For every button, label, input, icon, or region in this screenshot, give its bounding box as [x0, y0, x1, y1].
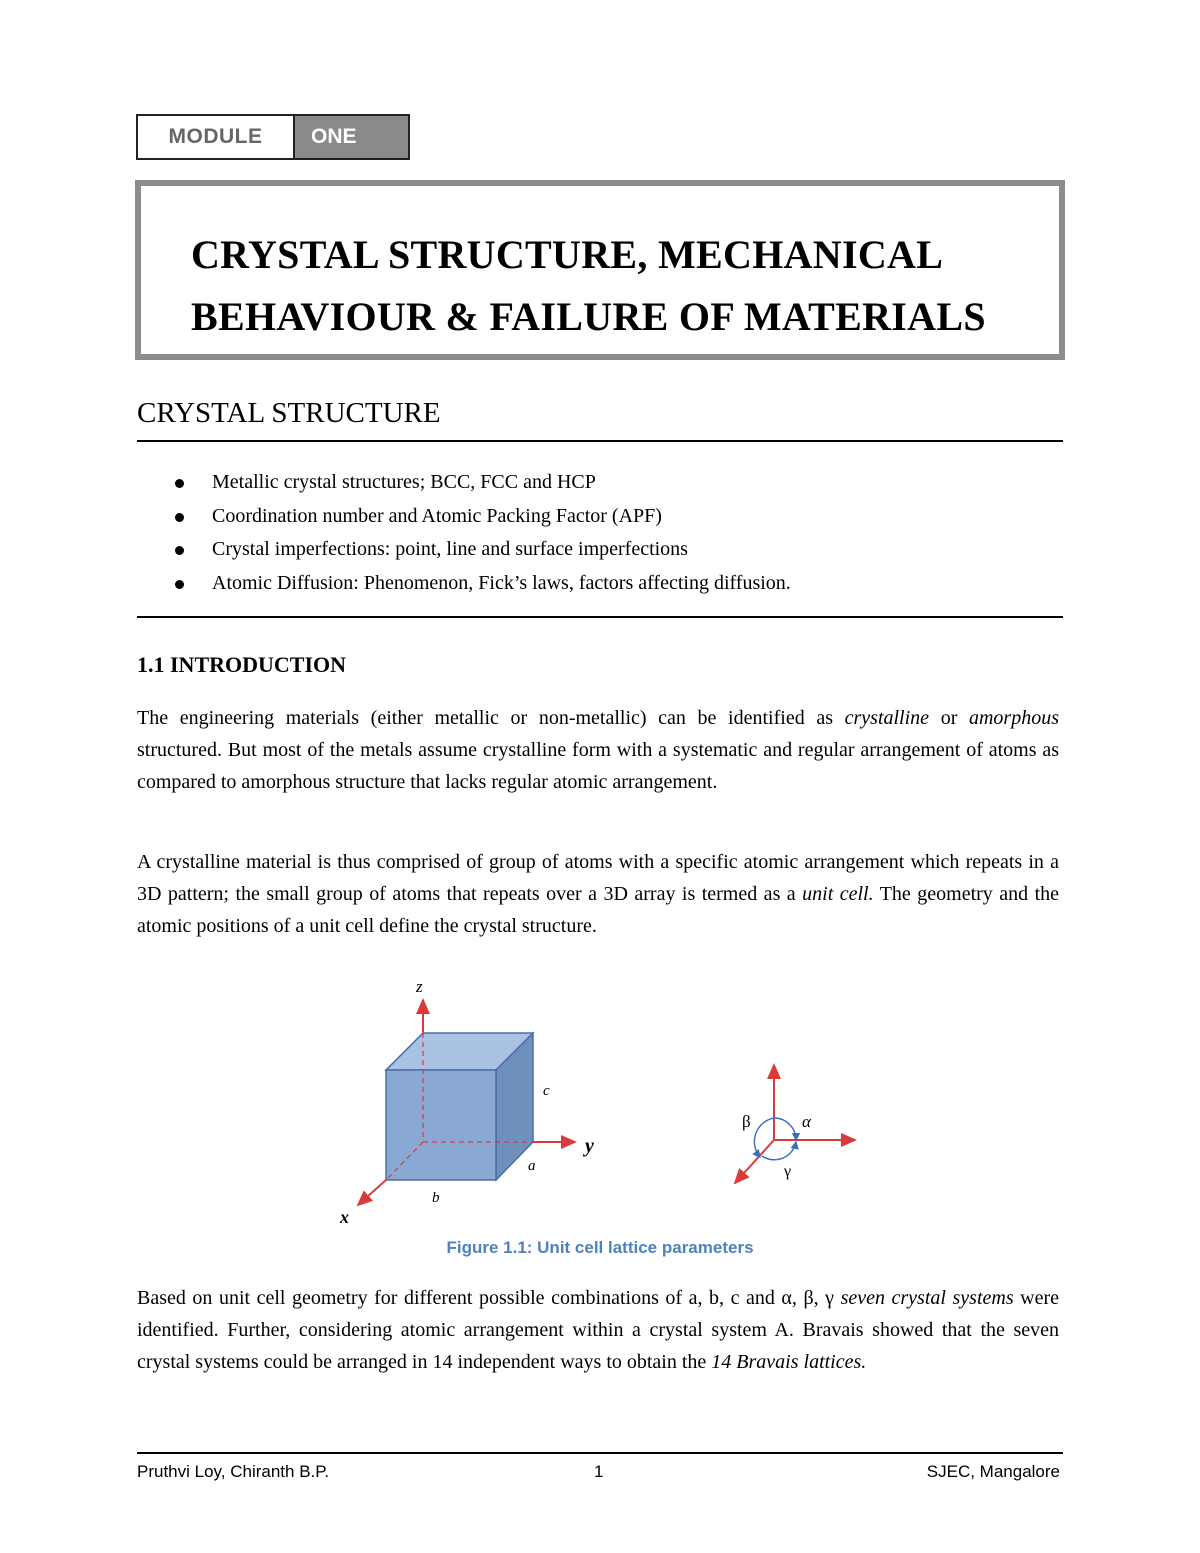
footer-rule	[137, 1452, 1063, 1454]
footer-authors: Pruthvi Loy, Chiranth B.P.	[137, 1462, 330, 1481]
term-seven-crystal-systems: seven crystal systems	[840, 1287, 1014, 1309]
x-axis	[358, 1180, 386, 1205]
section-rule-bottom	[137, 616, 1063, 618]
z-label: z	[416, 977, 423, 996]
chapter-title-line-1: CRYSTAL STRUCTURE, MECHANICAL	[191, 232, 944, 277]
list-item: Crystal imperfections: point, line and surface imperfections	[172, 533, 791, 567]
y-label: y	[585, 1135, 594, 1157]
list-item: Atomic Diffusion: Phenomenon, Fick’s laws, factors affecting diffusion.	[172, 567, 791, 601]
paragraph-1: The engineering materials (either metallic or non-metallic) can be identified as crystalline or amorphous structured. But most of the metals assume crystalline form with a systematic and regular arrangement of atoms as compared to amorphous structure that lacks regular atomic arrangement.	[137, 707, 1059, 793]
angle-diagram	[735, 1065, 855, 1183]
section-heading: CRYSTAL STRUCTURE	[137, 397, 441, 429]
b-label: b	[432, 1190, 440, 1206]
a-label: a	[528, 1158, 536, 1174]
footer-institution: SJEC, Mangalore	[926, 1462, 1060, 1481]
page-number: 1	[594, 1462, 604, 1481]
module-label: MODULE	[138, 116, 295, 158]
paragraph-2: A crystalline material is thus comprised of group of atoms with a specific atomic arrangement which repeats in a 3D pattern; the small group of atoms that repeats over a 3D array is termed as a unit cell. The geometry and the atomic positions of a unit cell define the crystal structure.	[137, 851, 1060, 937]
term-unit-cell: unit cell.	[802, 883, 874, 905]
figure-caption: Figure 1.1: Unit cell lattice parameters	[446, 1238, 754, 1257]
chapter-title	[191, 224, 986, 348]
list-item: Coordination number and Atomic Packing Factor (APF)	[172, 500, 791, 534]
module-number: ONE	[295, 116, 408, 158]
term-14-bravais-lattices: 14 Bravais lattices.	[711, 1351, 867, 1373]
x-label: x	[340, 1207, 349, 1227]
term-amorphous: amorphous	[968, 707, 1059, 729]
syllabus-list	[172, 466, 791, 600]
section-rule-top	[137, 440, 1063, 442]
chapter-title-box	[135, 180, 1065, 360]
intro-heading: 1.1 INTRODUCTION	[137, 652, 347, 677]
c-label: c	[543, 1083, 550, 1099]
term-crystalline: crystalline	[844, 707, 930, 729]
paragraph-3: Based on unit cell geometry for different possible combinations of a, b, c and α, β, γ seven crystal systems were identified. Further, considering atomic arrangement within a crystal system A. Bravais showed that the seven crystal systems could be arranged in 14 independent ways to obtain the 14 Bravais lattices.	[137, 1287, 1060, 1373]
list-item: Metallic crystal structures; BCC, FCC and HCP	[172, 466, 791, 500]
chapter-title-line-2: BEHAVIOUR & FAILURE OF MATERIALS	[191, 294, 986, 339]
alpha-label: α	[802, 1112, 811, 1131]
module-tag	[136, 114, 410, 160]
gamma-label: γ	[784, 1163, 792, 1180]
unit-cell-figure	[330, 970, 870, 1230]
beta-label: β	[742, 1112, 751, 1131]
